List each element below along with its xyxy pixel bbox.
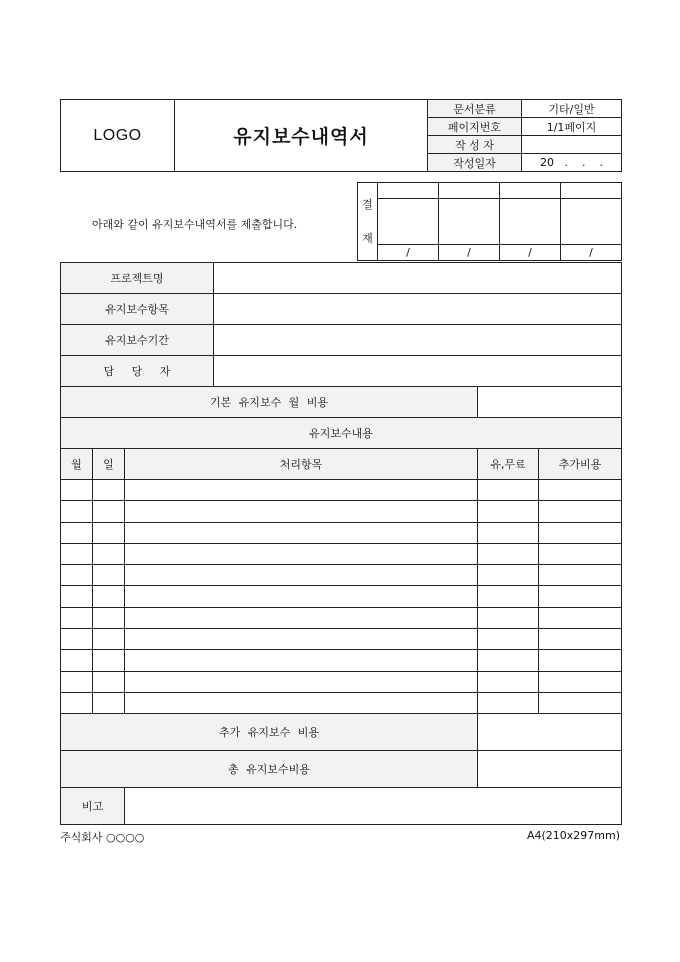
row-extra-cost-cell[interactable] bbox=[539, 565, 622, 586]
row-item-cell[interactable] bbox=[125, 543, 478, 564]
row-item-cell[interactable] bbox=[125, 586, 478, 607]
row-extra-cost-cell[interactable] bbox=[539, 692, 622, 713]
table-row bbox=[61, 671, 622, 692]
total-cost-value[interactable] bbox=[478, 751, 622, 788]
remarks-label: 비고 bbox=[61, 788, 125, 825]
meta-value-author[interactable] bbox=[522, 136, 622, 154]
approval-sign-4[interactable] bbox=[561, 199, 622, 245]
row-paid-cell[interactable] bbox=[478, 480, 539, 501]
item-value[interactable] bbox=[214, 294, 622, 325]
header-table bbox=[60, 99, 622, 172]
row-day-cell[interactable] bbox=[93, 480, 125, 501]
approval-label bbox=[358, 183, 378, 261]
row-day-cell[interactable] bbox=[93, 501, 125, 522]
row-paid-cell[interactable] bbox=[478, 522, 539, 543]
row-month-cell[interactable] bbox=[61, 629, 93, 650]
approval-title-3[interactable] bbox=[500, 183, 561, 199]
row-extra-cost-cell[interactable] bbox=[539, 522, 622, 543]
row-extra-cost-cell[interactable] bbox=[539, 501, 622, 522]
col-header-item: 처리항목 bbox=[125, 449, 478, 480]
row-item-cell[interactable] bbox=[125, 480, 478, 501]
content-section-label: 유지보수내용 bbox=[61, 418, 622, 449]
row-paid-cell[interactable] bbox=[478, 607, 539, 628]
meta-label-author: 작 성 자 bbox=[428, 136, 522, 154]
approval-sign-1[interactable] bbox=[378, 199, 439, 245]
approval-date-3[interactable]: / bbox=[500, 245, 561, 261]
manager-value[interactable] bbox=[214, 356, 622, 387]
row-paid-cell[interactable] bbox=[478, 650, 539, 671]
approval-sign-3[interactable] bbox=[500, 199, 561, 245]
row-paid-cell[interactable] bbox=[478, 692, 539, 713]
table-row bbox=[61, 522, 622, 543]
document-title: 유지보수내역서 bbox=[175, 100, 428, 172]
table-row bbox=[61, 607, 622, 628]
company-name: 주식회사 ○○○○ bbox=[60, 831, 145, 844]
row-item-cell[interactable] bbox=[125, 671, 478, 692]
approval-sign-2[interactable] bbox=[439, 199, 500, 245]
row-day-cell[interactable] bbox=[93, 650, 125, 671]
table-row bbox=[61, 543, 622, 564]
row-month-cell[interactable] bbox=[61, 586, 93, 607]
row-extra-cost-cell[interactable] bbox=[539, 671, 622, 692]
content-rows bbox=[61, 480, 622, 714]
meta-value-date[interactable]: 20 . . . bbox=[522, 154, 622, 172]
row-month-cell[interactable] bbox=[61, 692, 93, 713]
total-cost-label: 총 유지보수비용 bbox=[61, 751, 478, 788]
table-row bbox=[61, 586, 622, 607]
row-month-cell[interactable] bbox=[61, 480, 93, 501]
table-row bbox=[61, 692, 622, 713]
base-cost-label: 기본 유지보수 월 비용 bbox=[61, 387, 478, 418]
row-paid-cell[interactable] bbox=[478, 543, 539, 564]
approval-label-top: 결 bbox=[362, 197, 373, 211]
table-row bbox=[61, 480, 622, 501]
row-month-cell[interactable] bbox=[61, 543, 93, 564]
col-header-month: 월 bbox=[61, 449, 93, 480]
col-header-extra-cost: 추가비용 bbox=[539, 449, 622, 480]
base-cost-value[interactable] bbox=[478, 387, 622, 418]
row-extra-cost-cell[interactable] bbox=[539, 607, 622, 628]
item-label: 유지보수항목 bbox=[61, 294, 214, 325]
extra-cost-value[interactable] bbox=[478, 714, 622, 751]
approval-title-1[interactable] bbox=[378, 183, 439, 199]
meta-label-date: 작성일자 bbox=[428, 154, 522, 172]
row-month-cell[interactable] bbox=[61, 522, 93, 543]
approval-title-2[interactable] bbox=[439, 183, 500, 199]
row-item-cell[interactable] bbox=[125, 629, 478, 650]
row-month-cell[interactable] bbox=[61, 565, 93, 586]
row-item-cell[interactable] bbox=[125, 650, 478, 671]
row-item-cell[interactable] bbox=[125, 565, 478, 586]
company-logo: LOGO bbox=[61, 100, 175, 172]
row-paid-cell[interactable] bbox=[478, 565, 539, 586]
row-day-cell[interactable] bbox=[93, 607, 125, 628]
period-value[interactable] bbox=[214, 325, 622, 356]
approval-table bbox=[357, 182, 622, 261]
approval-date-2[interactable]: / bbox=[439, 245, 500, 261]
row-day-cell[interactable] bbox=[93, 692, 125, 713]
row-extra-cost-cell[interactable] bbox=[539, 586, 622, 607]
approval-title-4[interactable] bbox=[561, 183, 622, 199]
extra-cost-label: 추가 유지보수 비용 bbox=[61, 714, 478, 751]
row-paid-cell[interactable] bbox=[478, 501, 539, 522]
row-paid-cell[interactable] bbox=[478, 671, 539, 692]
row-item-cell[interactable] bbox=[125, 522, 478, 543]
row-day-cell[interactable] bbox=[93, 629, 125, 650]
submission-notice: 아래와 같이 유지보수내역서를 제출합니다. bbox=[92, 218, 298, 231]
table-row bbox=[61, 629, 622, 650]
row-month-cell[interactable] bbox=[61, 671, 93, 692]
meta-value-category[interactable]: 기타/일반 bbox=[522, 100, 622, 118]
row-extra-cost-cell[interactable] bbox=[539, 650, 622, 671]
row-day-cell[interactable] bbox=[93, 522, 125, 543]
project-label: 프로젝트명 bbox=[61, 263, 214, 294]
approval-date-4[interactable]: / bbox=[561, 245, 622, 261]
row-paid-cell[interactable] bbox=[478, 629, 539, 650]
col-header-paid: 유,무료 bbox=[478, 449, 539, 480]
table-row bbox=[61, 501, 622, 522]
row-month-cell[interactable] bbox=[61, 501, 93, 522]
row-day-cell[interactable] bbox=[93, 565, 125, 586]
meta-label-category: 문서분류 bbox=[428, 100, 522, 118]
manager-label: 담 당 자 bbox=[61, 356, 214, 387]
content-table-header bbox=[61, 449, 622, 480]
paper-size: A4(210x297mm) bbox=[526, 829, 620, 842]
row-extra-cost-cell[interactable] bbox=[539, 543, 622, 564]
table-row bbox=[61, 650, 622, 671]
meta-value-page[interactable]: 1/1페이지 bbox=[522, 118, 622, 136]
row-extra-cost-cell[interactable] bbox=[539, 629, 622, 650]
row-day-cell[interactable] bbox=[93, 586, 125, 607]
row-item-cell[interactable] bbox=[125, 607, 478, 628]
table-row bbox=[61, 565, 622, 586]
main-form-table bbox=[60, 262, 622, 825]
remarks-value[interactable] bbox=[125, 788, 622, 825]
approval-date-1[interactable]: / bbox=[378, 245, 439, 261]
row-item-cell[interactable] bbox=[125, 501, 478, 522]
approval-label-bottom: 재 bbox=[362, 231, 373, 245]
period-label: 유지보수기간 bbox=[61, 325, 214, 356]
meta-label-page: 페이지번호 bbox=[428, 118, 522, 136]
project-value[interactable] bbox=[214, 263, 622, 294]
row-item-cell[interactable] bbox=[125, 692, 478, 713]
col-header-day: 일 bbox=[93, 449, 125, 480]
row-month-cell[interactable] bbox=[61, 607, 93, 628]
row-paid-cell[interactable] bbox=[478, 586, 539, 607]
row-extra-cost-cell[interactable] bbox=[539, 480, 622, 501]
row-day-cell[interactable] bbox=[93, 543, 125, 564]
row-day-cell[interactable] bbox=[93, 671, 125, 692]
row-month-cell[interactable] bbox=[61, 650, 93, 671]
